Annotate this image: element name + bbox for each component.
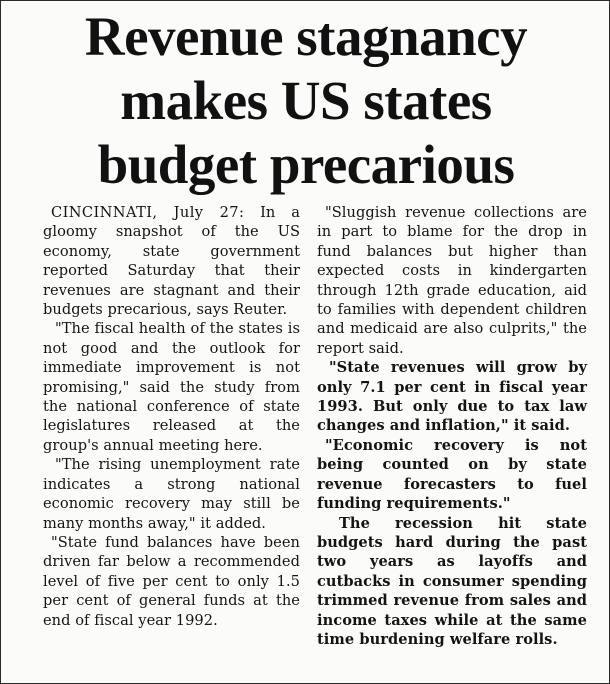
paragraph: "The fiscal health of the states is not good and the outlook for immediate improvement is not promising," said the study from the national conference of state legislatures released at the group's annual meeting here. <box>43 320 300 454</box>
headline-line-2: makes US states <box>120 70 492 131</box>
headline-line-1: Revenue stagnancy <box>84 6 528 67</box>
paragraph: "State revenues will grow by only 7.1 per cent in fiscal year 1993. But only due to tax law changes and inflation," it said. <box>317 359 587 435</box>
right-column <box>317 203 587 649</box>
headline <box>1 5 610 197</box>
lead-paragraph-text: In a gloomy snapshot of the US economy, state government reported Saturday that their revenues are stagnant and their budgets precarious, says Reuter. <box>43 204 300 319</box>
paragraph: "The rising unemployment rate indicates a strong national economic recovery may still be many months away," it added. <box>43 456 300 532</box>
paragraph: "State fund balances have been driven far below a recommended level of five per cent to only 1.5 per cent of general funds at the end of fiscal year 1992. <box>43 533 300 629</box>
headline-line-3: budget precarious <box>97 134 515 195</box>
paragraph: "Economic recovery is not being counted on by state revenue forecasters to fuel funding requirements." <box>317 436 587 513</box>
paragraph: The recession hit state budgets hard during the past two years as layoffs and cutbacks in consumer spending trimmed revenue from sales and income taxes while at the same time burdening welfare rolls. <box>317 514 587 648</box>
paragraph: "Sluggish revenue collections are in part to blame for the drop in fund balances but higher than expected costs in kindergarten through 12th grade education, aid to families with dependent children and medicaid are also culprits," the report said. <box>317 204 587 357</box>
lead-paragraph <box>43 203 300 319</box>
dateline: CINCINNATI, July 27: <box>51 204 245 221</box>
left-column <box>43 203 300 630</box>
